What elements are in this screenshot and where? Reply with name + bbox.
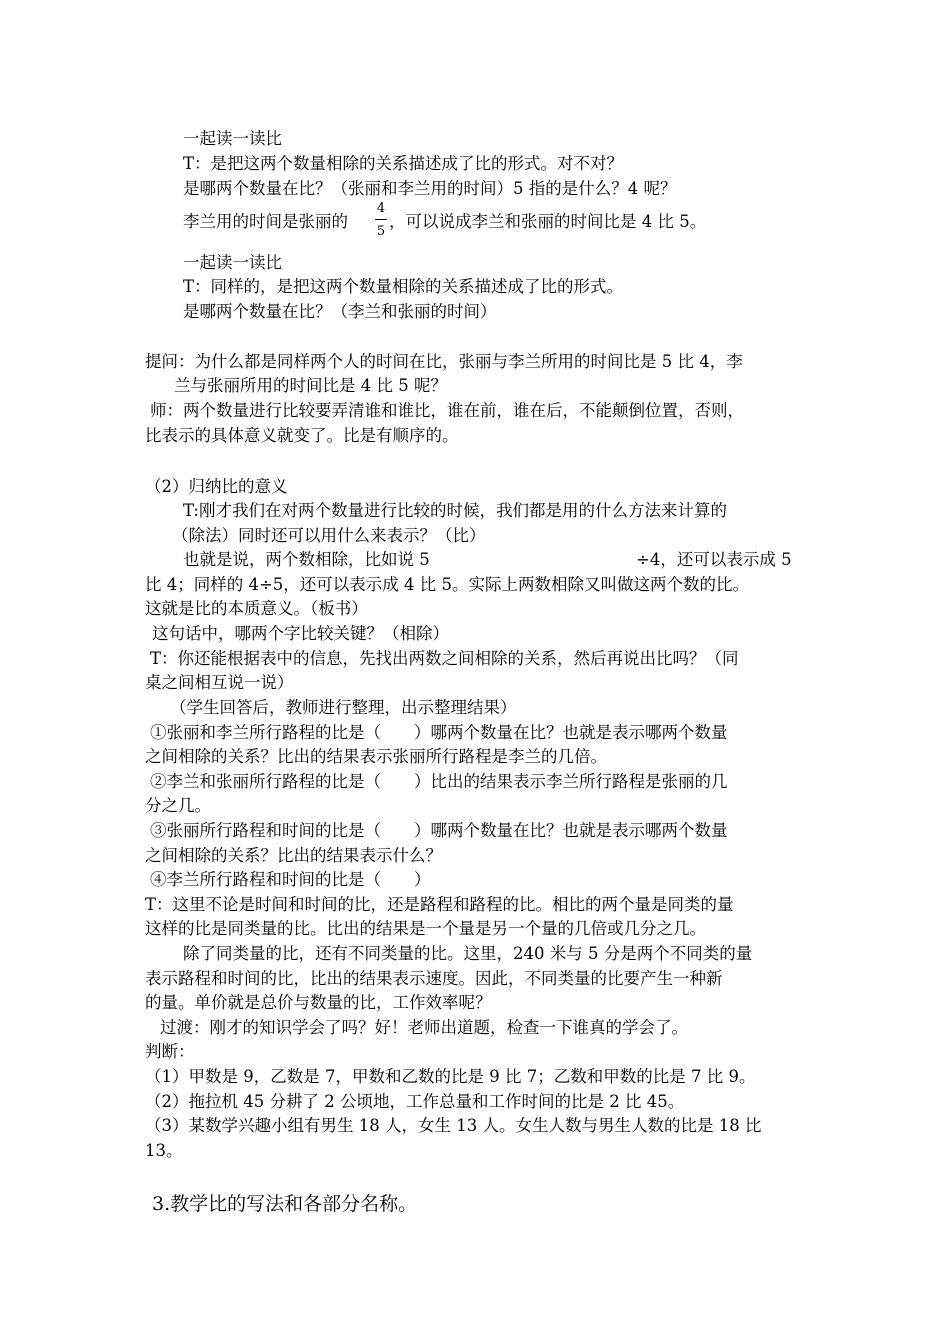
list-item: ②李兰和张丽所行路程的比是（ ）比出的结果表示李兰所行路程是张丽的几 bbox=[150, 772, 728, 791]
text-line: 13。 bbox=[145, 1141, 183, 1160]
text-line: 李兰用的时间是张丽的 bbox=[183, 212, 348, 231]
text-line: （除法）同时还可以用什么来表示？（比） bbox=[172, 526, 486, 545]
text-line: 过渡：刚才的知识学会了吗？好！老师出道题，检查一下谁真的学会了。 bbox=[160, 1018, 688, 1037]
fraction-denominator: 5 bbox=[376, 224, 386, 239]
text-line: 这句话中，哪两个字比较关键？（相除） bbox=[152, 624, 449, 643]
text-line: 师：两个数量进行比较要弄清谁和谁比，谁在前，谁在后，不能颠倒位置，否则， bbox=[150, 401, 744, 420]
text-line: 是哪两个数量在比？（李兰和张丽的时间） bbox=[183, 302, 497, 321]
text-line: 比 4；同样的 4÷5，还可以表示成 4 比 5。实际上两数相除又叫做这两个数的比。 bbox=[145, 575, 750, 594]
list-item: （1）甲数是 9，乙数是 7，甲数和乙数的比是 9 比 7；乙数和甲数的比是 7 比 9。 bbox=[145, 1067, 756, 1086]
section-heading: （2）归纳比的意义 bbox=[145, 477, 288, 496]
text-line: 提问：为什么都是同样两个人的时间在比，张丽与李兰所用的时间比是 5 比 4，李 bbox=[145, 352, 743, 371]
text-line: 判断： bbox=[145, 1042, 195, 1061]
list-item: （3）某数学兴趣小组有男生 18 人，女生 13 人。女生人数与男生人数的比是 18 比 bbox=[145, 1116, 762, 1135]
text-line: 分之几。 bbox=[145, 796, 211, 815]
text-line: ，可以说成李兰和张丽的时间比是 4 比 5。 bbox=[389, 212, 707, 231]
text-line: 是哪两个数量在比？（张丽和李兰用的时间）5 指的是什么？4 呢？ bbox=[183, 179, 677, 198]
text-line: 比表示的具体意义就变了。比是有顺序的。 bbox=[145, 426, 459, 445]
text-line: 这样的比是同类量的比。比出的结果是一个量是另一个量的几倍或几分之几。 bbox=[145, 919, 706, 938]
text-line: 也就是说，两个数相除，比如说 5 bbox=[183, 550, 430, 569]
list-item: ③张丽所行路程和时间的比是（ ）哪两个数量在比？也就是表示哪两个数量 bbox=[150, 821, 728, 840]
list-item: （2）拖拉机 45 分耕了 2 公顷地，工作总量和工作时间的比是 2 比 45。 bbox=[145, 1092, 685, 1111]
fraction-bar bbox=[375, 219, 387, 220]
text-line: 除了同类量的比，还有不同类量的比。这里，240 米与 5 分是两个不同类的量 bbox=[183, 944, 753, 963]
text-line: T：这里不论是时间和时间的比，还是路程和路程的比。相比的两个量是同类的量 bbox=[145, 895, 734, 914]
section-heading: 3.教学比的写法和各部分名称。 bbox=[152, 1193, 418, 1215]
text-line: T:刚才我们在对两个数量进行比较的时候，我们都是用的什么方法来计算的 bbox=[183, 501, 727, 520]
text-line: 一起读一读比 bbox=[183, 129, 282, 148]
text-line: 之间相除的关系？比出的结果表示张丽所行路程是李兰的几倍。 bbox=[145, 747, 607, 766]
text-line: 桌之间相互说一说） bbox=[145, 673, 294, 692]
text-line: 这就是比的本质意义。（板书） bbox=[145, 599, 368, 618]
text-line: T：是把这两个数量相除的关系描述成了比的形式。对不对？ bbox=[183, 154, 624, 173]
text-line: T：你还能根据表中的信息，先找出两数之间相除的关系，然后再说出比吗？（同 bbox=[150, 649, 739, 668]
text-line: 兰与张丽所用的时间比是 4 比 5 呢？ bbox=[174, 376, 447, 395]
text-line: 之间相除的关系？比出的结果表示什么？ bbox=[145, 846, 442, 865]
text-line: 的量。单价就是总价与数量的比，工作效率呢？ bbox=[145, 993, 492, 1012]
text-line: 表示路程和时间的比，比出的结果表示速度。因此，不同类量的比要产生一种新 bbox=[145, 969, 723, 988]
text-line: ÷4，还可以表示成 5 bbox=[636, 550, 792, 569]
text-line: 一起读一读比 bbox=[183, 253, 282, 272]
fraction-numerator: 4 bbox=[376, 201, 386, 216]
text-line: （学生回答后，教师进行整理，出示整理结果） bbox=[170, 698, 517, 717]
list-item: ④李兰所行路程和时间的比是（ ） bbox=[150, 870, 431, 889]
text-line: T：同样的，是把这两个数量相除的关系描述成了比的形式。 bbox=[183, 277, 624, 296]
list-item: ①张丽和李兰所行路程的比是（ ）哪两个数量在比？也就是表示哪两个数量 bbox=[150, 723, 728, 742]
